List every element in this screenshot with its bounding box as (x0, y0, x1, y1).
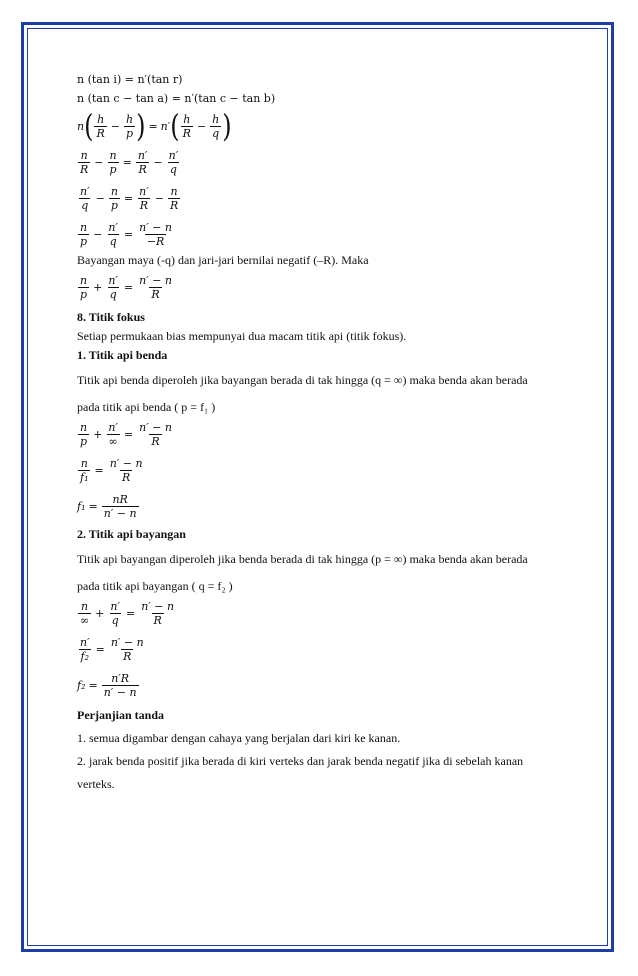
subsection-1-body-line1: Titik api benda diperoleh jika bayangan berada di tak hingga (q = ∞) maka benda akan berada (77, 373, 528, 387)
equation-focus1-step2: $\frac{n}{\text{f₁}}$ = $\frac{n' - n}{R}$ (80, 456, 143, 484)
subsection-1-body-line2: pada titik api benda ( p = f₁ ) (77, 400, 216, 414)
sign-convention-item-1: 1. semua digambar dengan cahaya yang berjalan dari kiri ke kanan. (77, 731, 401, 745)
equation-focus1-result: f₁ = $\frac{nR}{n' - n}$ (77, 492, 137, 520)
equation-focus2-result: f₂ = $\frac{n'R}{n' - n}$ (77, 671, 137, 699)
equation-tan-difference: n (tan c − tan a) = n′(tan c − tan b) (77, 92, 276, 105)
section-8-intro: Setiap permukaan bias mempunyai dua macam titik api (titik fokus). (77, 329, 407, 343)
equation-height-form: n ( $\frac{h}{R}$ − $\frac{h}{p}$ ) = n′ ( $\frac{h}{R}$ − $\frac{h}{q}$ ) (77, 107, 232, 145)
equation-focus2-step1: $\frac{n}{\infty}$ + $\frac{n'}{q}$ = $\frac{n' - n}{R}$ (80, 599, 175, 627)
equation-step-2: $\frac{n'}{q}$ − $\frac{n}{p}$ = $\frac{n'}{R}$ − $\frac{n}{R}$ (80, 184, 179, 212)
equation-focus2-step2: $\frac{n'}{\text{f₂}}$ = $\frac{n' - n}{R}$ (80, 635, 144, 663)
equation-step-1: $\frac{n}{R}$ − $\frac{n}{p}$ = $\frac{n'}{R}$ − $\frac{n'}{q}$ (80, 148, 179, 176)
virtual-image-note: Bayangan maya (-q) dan jari-jari bernilai negatif (–R). Maka (77, 253, 369, 267)
sign-convention-item-2-line1: 2. jarak benda positif jika berada di kiri verteks dan jarak benda negatif jika di sebelah kanan (77, 754, 524, 768)
equation-snell-tan: n (tan i) = n′(tan r) (77, 73, 183, 86)
sign-convention-title: Perjanjian tanda (77, 708, 164, 722)
section-8-title: 8. Titik fokus (77, 310, 145, 324)
equation-refraction-formula: $\frac{n}{p}$ + $\frac{n'}{q}$ = $\frac{n' - n}{R}$ (80, 273, 173, 301)
document-body (77, 70, 561, 793)
subsection-2-body-line2: pada titik api bayangan ( q = f₂ ) (77, 579, 233, 593)
subsection-1-title: 1. Titik api benda (77, 348, 168, 362)
equation-step-3: $\frac{n}{p}$ − $\frac{n'}{q}$ = $\frac{n' - n}{-R}$ (80, 220, 173, 248)
equation-focus1-step1: $\frac{n}{p}$ + $\frac{n'}{\infty}$ = $\frac{n' - n}{R}$ (80, 420, 173, 448)
subsection-2-title: 2. Titik api bayangan (77, 527, 186, 541)
sign-convention-item-2-line2: verteks. (77, 777, 115, 791)
subsection-2-body-line1: Titik api bayangan diperoleh jika benda berada di tak hingga (p = ∞) maka benda akan berada (77, 552, 528, 566)
